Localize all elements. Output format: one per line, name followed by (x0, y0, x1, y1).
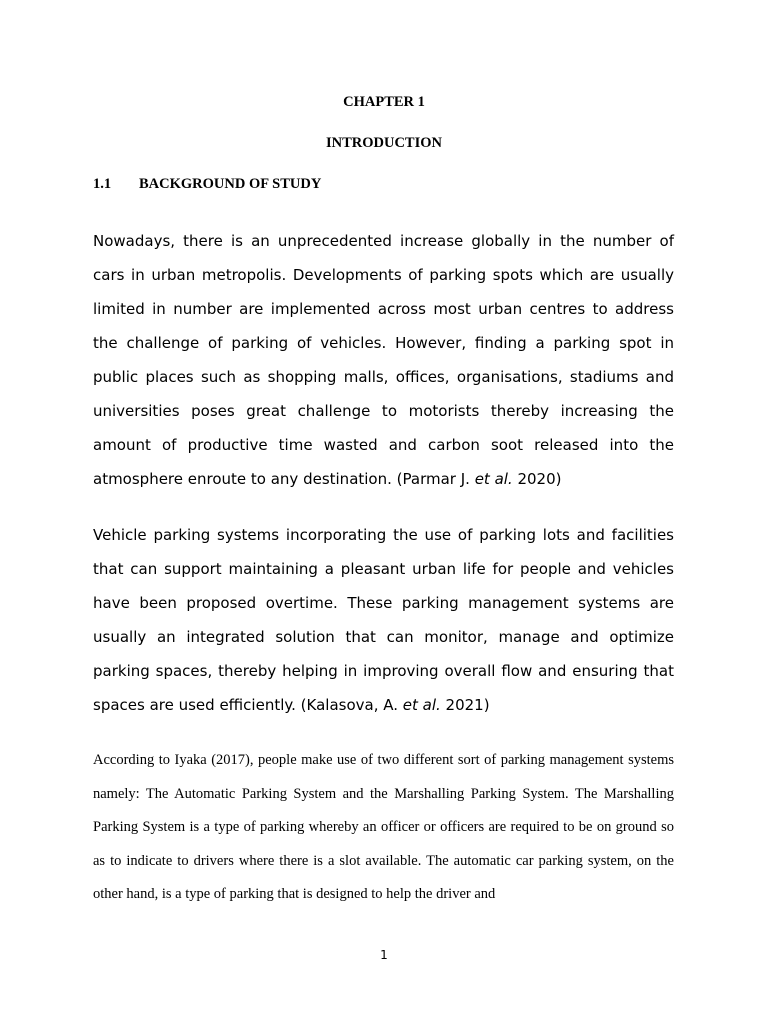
paragraph-1-et-al: et al. (474, 470, 513, 488)
paragraph-2-et-al: et al. (402, 696, 441, 714)
chapter-title: INTRODUCTION (325, 135, 442, 151)
paragraph-2-citation-year: 2021) (440, 696, 490, 714)
page-number: 1 (380, 948, 388, 962)
section-title: BACKGROUND OF STUDY (139, 176, 322, 192)
paragraph-2-text: Vehicle parking systems incorporating the use of parking lots and facilities that can support maintaining a pleasant urban life for people and vehicles have been proposed overtime. These parking management systems are usually an integrated solution that can monitor, manage and optimize parking spaces, thereby helping in improving overall flow and ensuring that spaces are used efficiently. (Kalasova, A. (93, 526, 674, 714)
section-heading (93, 176, 321, 193)
paragraph-1-citation-year: 2020) (512, 470, 562, 488)
paragraph-1 (93, 224, 674, 496)
chapter-label: CHAPTER 1 (343, 94, 425, 110)
paragraph-2 (93, 518, 674, 722)
section-number: 1.1 (93, 176, 112, 192)
paragraph-3: According to Iyaka (2017), people make use of two different sort of parking management systems namely: The Automatic Parking System and the Marshalling Parking System. The Marshalling Parking System is a type of parking whereby an officer or officers are required to be on ground so as to indicate to drivers where there is a slot available. The automatic car parking system, on the other hand, is a type of parking that is designed to help the driver and (93, 752, 674, 902)
paragraph-1-text: Nowadays, there is an unprecedented increase globally in the number of cars in urban metropolis. Developments of parking spots which are usually limited in number are implemented across most urban centres to address the challenge of parking of vehicles. However, finding a parking spot in public places such as shopping malls, offices, organisations, stadiums and universities poses great challenge to motorists thereby increasing the amount of productive time wasted and carbon soot released into the atmosphere enroute to any destination. (Parmar J. (93, 232, 674, 488)
